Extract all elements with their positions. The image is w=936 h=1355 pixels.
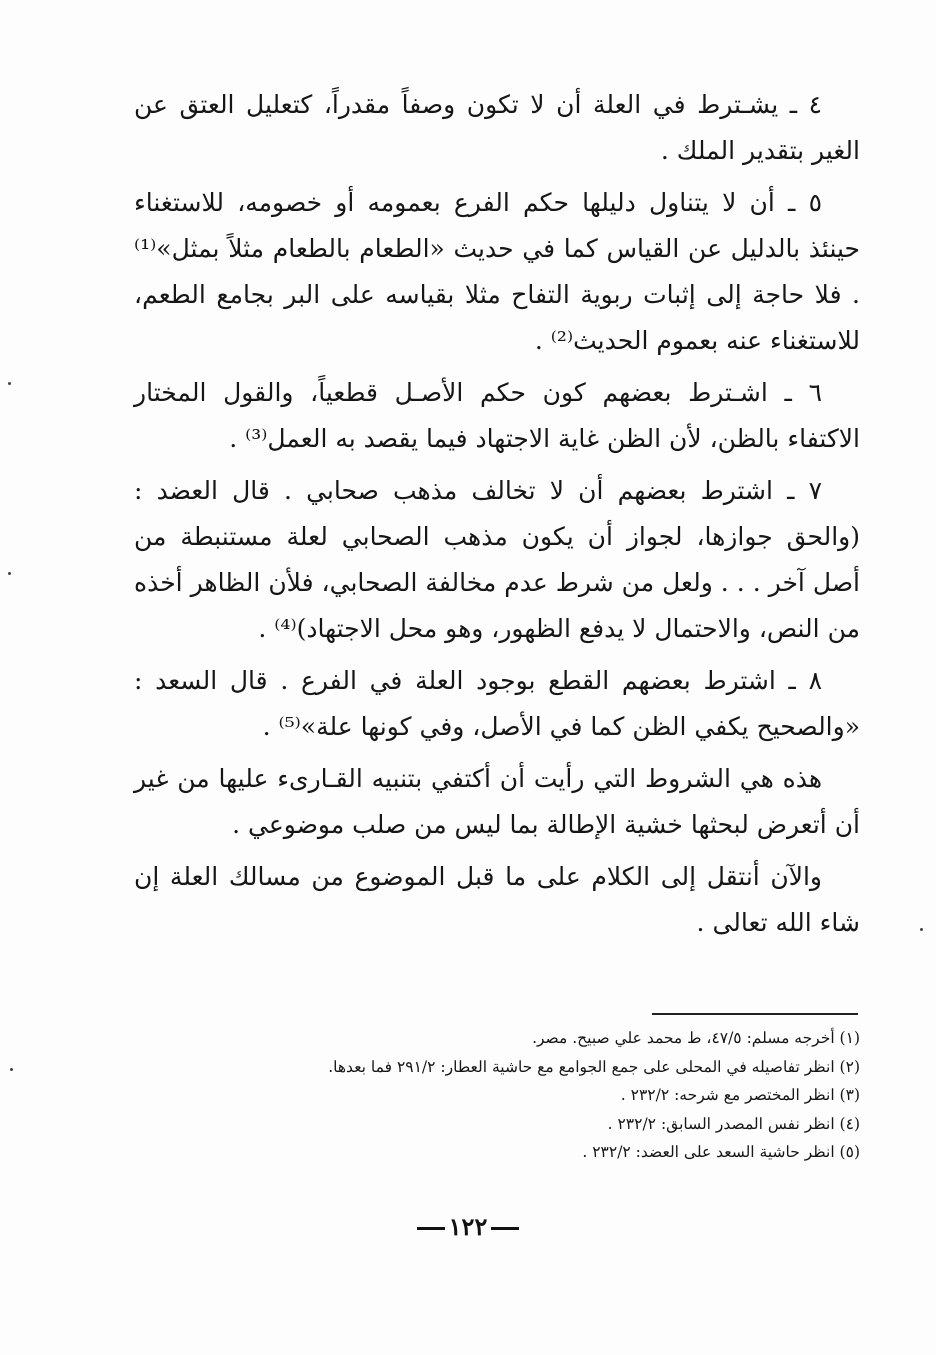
folio-dash-right: [491, 1227, 519, 1230]
paragraph-transition: والآن أنتقل إلى الكلام على ما قبل الموضوع من مسالك العلة إن شاء الله تعالى .: [134, 862, 860, 937]
folio-dash-left: [417, 1227, 445, 1230]
page-number: [0, 1212, 936, 1241]
main-text: [134, 82, 860, 952]
footnote-1: (١) أخرجه مسلم: ٤٧/٥، ط محمد علي صبيح. مصر.: [532, 1029, 860, 1047]
scan-speck: [8, 572, 11, 575]
scan-speck: [10, 1068, 13, 1071]
paragraph-condition-5: ٥ ـ أن لا يتناول دليلها حكم الفرع بعمومه أو خصومه، للاستغناء حينئذ بالدليل عن القياس كما في حديث «الطعام بالطعام مثلاً بمثل»⁽¹⁾ . فلا حاجة إلى إثبات ربوية التفاح مثلا بقياسه على البر بجامع الطعم، للاستغناء عنه بعموم الحديث⁽²⁾ .: [134, 188, 860, 355]
scan-speck: [8, 382, 11, 385]
paragraph-condition-6: ٦ ـ اشـترط بعضهم كون حكم الأصـل قطعياً، والقول المختار الاكتفاء بالظن، لأن الظن غاية الاجتهاد فيما يقصد به العمل⁽³⁾ .: [134, 378, 860, 453]
scan-speck: [920, 928, 923, 931]
footnote-2: (٢) انظر تفاصيله في المحلى على جمع الجوامع مع حاشية العطار: ٢٩١/٢ فما بعدها.: [328, 1057, 860, 1076]
footnote-4: (٤) انظر نفس المصدر السابق: ٢٣٢/٢ .: [607, 1114, 860, 1133]
footnote-separator: [652, 1013, 858, 1015]
paragraph-condition-8: ٨ ـ اشترط بعضهم القطع بوجود العلة في الفرع . قال السعد : «والصحيح يكفي الظن كما في الأصل، وفي كونها علة»⁽⁵⁾ .: [134, 666, 860, 741]
paragraph-condition-7: ٧ ـ اشترط بعضهم أن لا تخالف مذهب صحابي . قال العضد : (والحق جوازها، لجواز أن يكون مذهب الصحابي لعلة مستنبطة من أصل آخر . . . ولعل من شرط عدم مخالفة الصحابي، فلأن الظاهر أخذه من النص، والاحتمال لا يدفع الظهور، وهو محل الاجتهاد)⁽⁴⁾ .: [134, 476, 860, 643]
paragraph-summary: هذه هي الشروط التي رأيت أن أكتفي بتنبيه القـارىء عليها من غير أن أتعرض لبحثها خشية الإطالة بما ليس من صلب موضوعي .: [134, 764, 860, 839]
footnotes: [180, 1024, 860, 1167]
footnote-5: (٥) انظر حاشية السعد على العضد: ٢٣٢/٢ .: [582, 1143, 860, 1161]
page-number-text: ١٢٢: [448, 1212, 488, 1241]
footnote-3: (٣) انظر المختصر مع شرحه: ٢٣٢/٢ .: [620, 1086, 860, 1104]
paragraph-condition-4: ٤ ـ يشـترط في العلة أن لا تكون وصفاً مقدراً، كتعليل العتق عن الغير بتقدير الملك .: [134, 90, 860, 165]
